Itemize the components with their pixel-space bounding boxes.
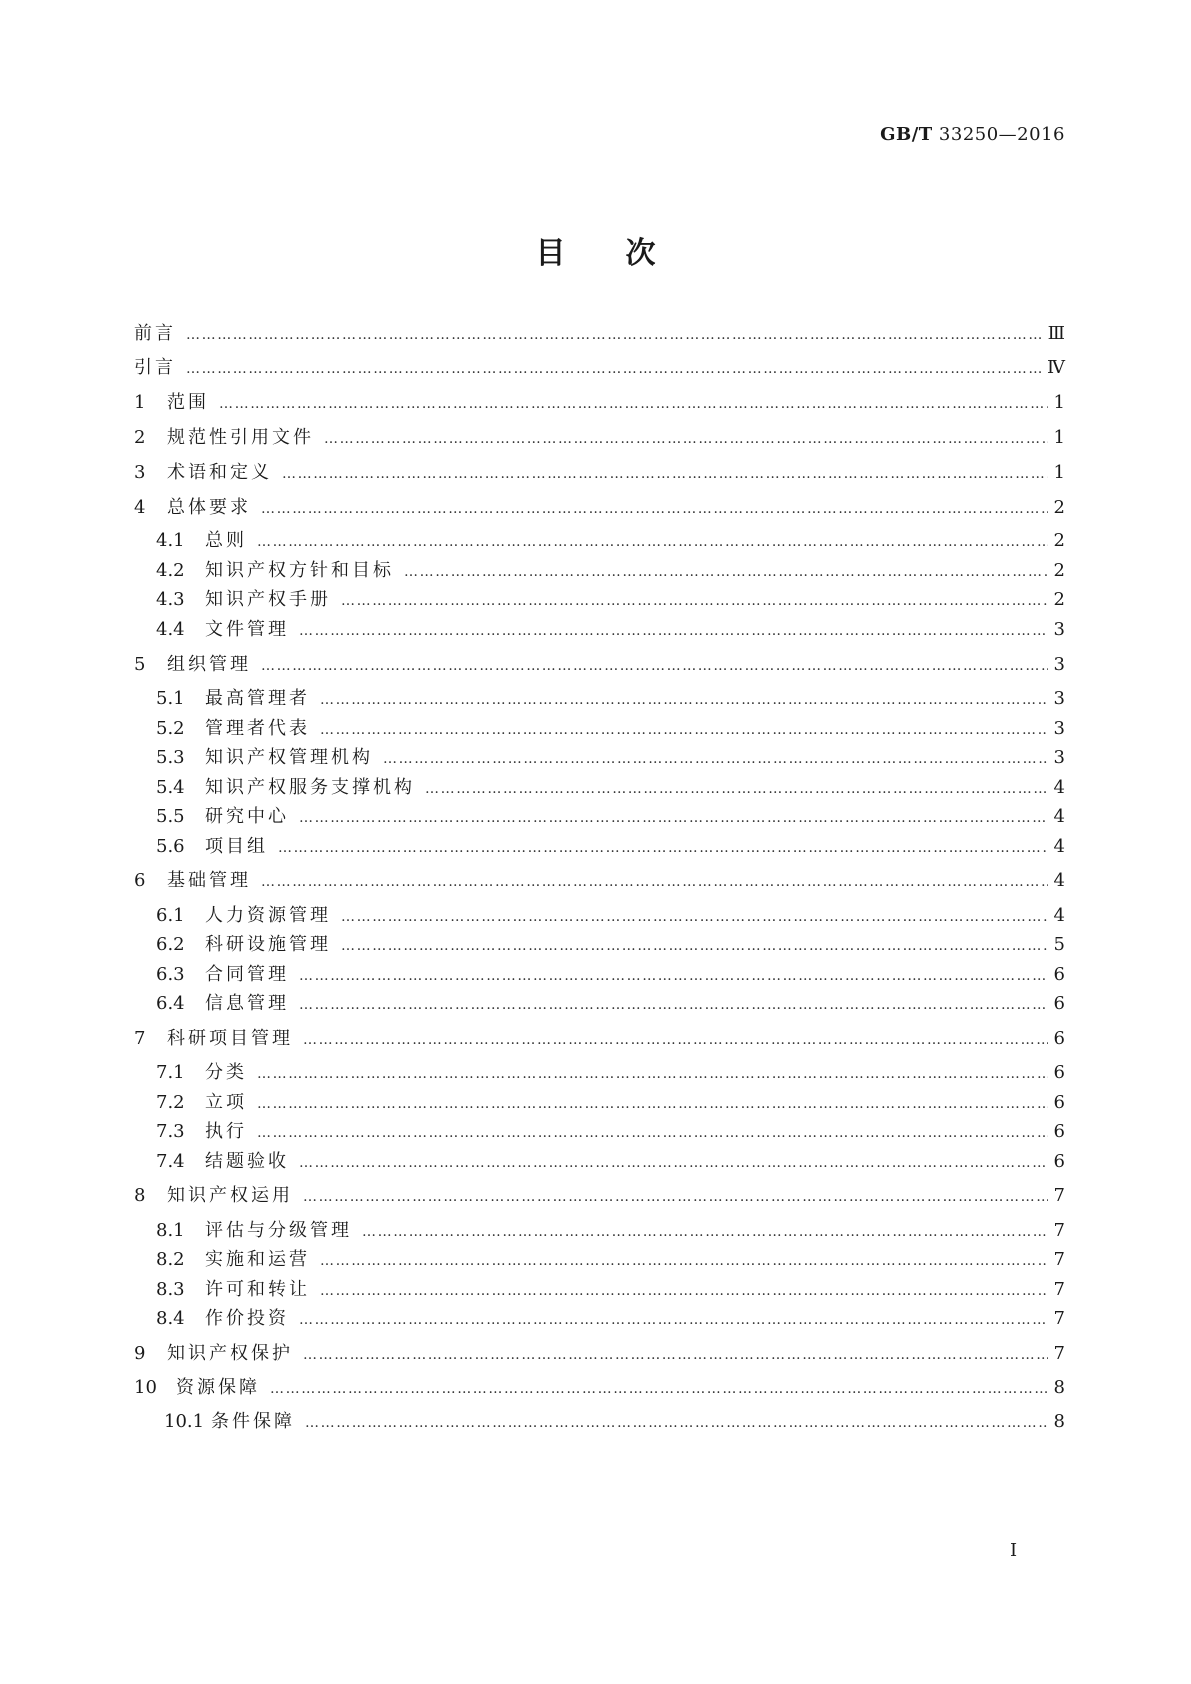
toc-label: 知识产权管理机构 bbox=[205, 747, 373, 768]
toc-label: 资源保障 bbox=[176, 1377, 260, 1398]
toc-leader bbox=[219, 391, 1048, 417]
toc-number: 4 bbox=[134, 497, 146, 518]
toc-entry-8[interactable] bbox=[134, 1183, 1065, 1209]
toc-label: 人力资源管理 bbox=[205, 905, 331, 926]
toc-entry-6-4[interactable] bbox=[156, 991, 1065, 1017]
toc-label: 引言 bbox=[134, 357, 176, 378]
toc-label: 研究中心 bbox=[205, 806, 289, 827]
toc-entry-6-2[interactable] bbox=[156, 932, 1065, 958]
toc-leader bbox=[257, 1120, 1048, 1146]
toc-number: 8.2 bbox=[156, 1249, 185, 1270]
toc-label: 条件保障 bbox=[211, 1411, 295, 1432]
toc-label: 组织管理 bbox=[167, 654, 251, 675]
toc-entry-1[interactable] bbox=[134, 390, 1065, 416]
toc-label: 评估与分级管理 bbox=[205, 1220, 352, 1241]
toc-leader bbox=[320, 687, 1048, 713]
toc-entry-7-2[interactable] bbox=[156, 1090, 1065, 1116]
toc-label: 总体要求 bbox=[167, 497, 251, 518]
toc-number: 5.2 bbox=[156, 718, 185, 739]
toc-number: 8.4 bbox=[156, 1308, 185, 1329]
toc-leader bbox=[303, 1342, 1048, 1368]
toc-entry-5-4[interactable] bbox=[156, 775, 1065, 801]
toc-page: 6 bbox=[1053, 1151, 1065, 1172]
toc-entry-4-1[interactable] bbox=[156, 528, 1065, 554]
toc-label: 合同管理 bbox=[205, 964, 289, 985]
toc-number: 9 bbox=[134, 1343, 146, 1364]
toc-label: 执行 bbox=[205, 1121, 247, 1142]
toc-leader bbox=[341, 588, 1048, 614]
toc-leader bbox=[299, 963, 1048, 989]
toc-number: 7.4 bbox=[156, 1151, 185, 1172]
toc-entry-8-4[interactable] bbox=[156, 1306, 1065, 1332]
toc-leader bbox=[299, 1307, 1048, 1333]
toc-entry-4-2[interactable] bbox=[156, 558, 1065, 584]
toc-number: 2 bbox=[134, 427, 146, 448]
toc-leader bbox=[303, 1184, 1048, 1210]
toc-number: 5.5 bbox=[156, 806, 185, 827]
toc-label: 知识产权保护 bbox=[167, 1343, 293, 1364]
toc-page: 3 bbox=[1053, 619, 1065, 640]
standard-code: 33250—2016 bbox=[938, 124, 1065, 145]
toc-leader bbox=[282, 461, 1048, 487]
toc-label: 实施和运营 bbox=[205, 1249, 310, 1270]
toc-leader bbox=[261, 653, 1048, 679]
toc-entry-5[interactable] bbox=[134, 652, 1065, 678]
toc-entry-7-3[interactable] bbox=[156, 1119, 1065, 1145]
toc-page: 4 bbox=[1053, 905, 1065, 926]
toc-leader bbox=[341, 904, 1048, 930]
toc-number: 1 bbox=[134, 392, 146, 413]
toc-label: 文件管理 bbox=[205, 619, 289, 640]
toc-leader bbox=[320, 1248, 1048, 1274]
toc-entry-8-3[interactable] bbox=[156, 1277, 1065, 1303]
toc-label: 知识产权服务支撑机构 bbox=[205, 777, 415, 798]
toc-page: 2 bbox=[1053, 497, 1065, 518]
toc-label: 知识产权运用 bbox=[167, 1185, 293, 1206]
toc-leader bbox=[425, 776, 1048, 802]
toc-label: 分类 bbox=[205, 1062, 247, 1083]
toc-label: 项目组 bbox=[205, 836, 268, 857]
toc-page: 2 bbox=[1053, 589, 1065, 610]
toc-number: 10.1 bbox=[164, 1411, 205, 1432]
page-title: 目次 bbox=[535, 236, 716, 271]
toc-page: 7 bbox=[1053, 1220, 1065, 1241]
toc-label: 知识产权方针和目标 bbox=[205, 560, 394, 581]
toc-page: 8 bbox=[1053, 1377, 1065, 1398]
toc-label: 规范性引用文件 bbox=[167, 427, 314, 448]
toc-number: 4.2 bbox=[156, 560, 185, 581]
toc-entry-7-1[interactable] bbox=[156, 1060, 1065, 1086]
toc-entry-3[interactable] bbox=[134, 460, 1065, 486]
toc-leader bbox=[299, 618, 1048, 644]
toc-number: 7.3 bbox=[156, 1121, 185, 1142]
toc-leader bbox=[303, 1027, 1048, 1053]
toc-number: 6.3 bbox=[156, 964, 185, 985]
toc-leader bbox=[299, 992, 1048, 1018]
toc-page: 3 bbox=[1053, 654, 1065, 675]
toc-label: 最高管理者 bbox=[205, 688, 310, 709]
toc-entry-foreword[interactable] bbox=[134, 321, 1065, 347]
toc-number: 8.3 bbox=[156, 1279, 185, 1300]
toc-page: 6 bbox=[1053, 1121, 1065, 1142]
toc-entry-4[interactable] bbox=[134, 495, 1065, 521]
toc-number: 4.1 bbox=[156, 530, 185, 551]
toc-label: 科研项目管理 bbox=[167, 1028, 293, 1049]
toc-label: 科研设施管理 bbox=[205, 934, 331, 955]
toc-entry-5-1[interactable] bbox=[156, 686, 1065, 712]
toc-entry-8-2[interactable] bbox=[156, 1247, 1065, 1273]
toc-page: 3 bbox=[1053, 747, 1065, 768]
toc-entry-5-6[interactable] bbox=[156, 834, 1065, 860]
toc-entry-5-3[interactable] bbox=[156, 745, 1065, 771]
toc-number: 6.2 bbox=[156, 934, 185, 955]
toc-page: 4 bbox=[1053, 806, 1065, 827]
toc-entry-7-4[interactable] bbox=[156, 1149, 1065, 1175]
toc-page: 4 bbox=[1053, 777, 1065, 798]
toc-entry-6[interactable] bbox=[134, 868, 1065, 894]
toc-number: 5.1 bbox=[156, 688, 185, 709]
toc-number: 5.6 bbox=[156, 836, 185, 857]
toc-leader bbox=[257, 1061, 1048, 1087]
toc-label: 总则 bbox=[205, 530, 247, 551]
toc-label: 许可和转让 bbox=[205, 1279, 310, 1300]
toc-page: 1 bbox=[1053, 427, 1065, 448]
toc-label: 信息管理 bbox=[205, 993, 289, 1014]
toc-page: 4 bbox=[1053, 836, 1065, 857]
toc-leader bbox=[404, 559, 1048, 585]
toc-label: 知识产权手册 bbox=[205, 589, 331, 610]
page-number: I bbox=[1010, 1540, 1018, 1561]
toc-leader bbox=[270, 1376, 1048, 1402]
toc-page: 6 bbox=[1053, 993, 1065, 1014]
toc-label: 基础管理 bbox=[167, 870, 251, 891]
toc-number: 6.1 bbox=[156, 905, 185, 926]
toc-number: 6 bbox=[134, 870, 146, 891]
toc-entry-4-4[interactable] bbox=[156, 617, 1065, 643]
toc-page: 3 bbox=[1053, 688, 1065, 709]
toc-entry-5-5[interactable] bbox=[156, 804, 1065, 830]
toc-leader bbox=[383, 746, 1048, 772]
toc-leader bbox=[278, 835, 1048, 861]
toc-label: 结题验收 bbox=[205, 1151, 289, 1172]
toc-entry-2[interactable] bbox=[134, 425, 1065, 451]
toc-page: 4 bbox=[1053, 870, 1065, 891]
toc-leader bbox=[320, 1278, 1048, 1304]
toc-number: 7 bbox=[134, 1028, 146, 1049]
toc-page: 7 bbox=[1053, 1185, 1065, 1206]
toc-label: 范围 bbox=[167, 392, 209, 413]
toc-number: 8.1 bbox=[156, 1220, 185, 1241]
toc-number: 7.1 bbox=[156, 1062, 185, 1083]
toc-page: 5 bbox=[1053, 934, 1065, 955]
toc-label: 前言 bbox=[134, 323, 176, 344]
toc-number: 5.3 bbox=[156, 747, 185, 768]
toc-leader bbox=[257, 529, 1048, 555]
toc-number: 4.4 bbox=[156, 619, 185, 640]
toc-entry-6-1[interactable] bbox=[156, 903, 1065, 929]
standard-number bbox=[880, 124, 1065, 145]
toc-entry-10-1[interactable] bbox=[164, 1409, 1065, 1435]
toc-page: 1 bbox=[1053, 392, 1065, 413]
toc-page: 3 bbox=[1053, 718, 1065, 739]
toc-entry-introduction[interactable] bbox=[134, 355, 1065, 381]
toc-entry-6-3[interactable] bbox=[156, 962, 1065, 988]
toc-leader bbox=[324, 426, 1048, 452]
toc-number: 8 bbox=[134, 1185, 146, 1206]
toc-number: 4.3 bbox=[156, 589, 185, 610]
toc-label: 作价投资 bbox=[205, 1308, 289, 1329]
toc-number: 3 bbox=[134, 462, 146, 483]
toc-leader bbox=[261, 869, 1048, 895]
toc-leader bbox=[186, 356, 1041, 382]
toc-leader bbox=[305, 1410, 1048, 1436]
toc-page: Ⅳ bbox=[1047, 357, 1065, 378]
toc-entry-5-2[interactable] bbox=[156, 716, 1065, 742]
toc-label: 术语和定义 bbox=[167, 462, 272, 483]
toc-entry-9[interactable] bbox=[134, 1341, 1065, 1367]
toc-label: 立项 bbox=[205, 1092, 247, 1113]
toc-number: 7.2 bbox=[156, 1092, 185, 1113]
toc-leader bbox=[257, 1091, 1048, 1117]
toc-page: 7 bbox=[1053, 1343, 1065, 1364]
toc-page: 6 bbox=[1053, 1092, 1065, 1113]
toc-entry-4-3[interactable] bbox=[156, 587, 1065, 613]
toc-page: Ⅲ bbox=[1047, 323, 1065, 344]
toc-page: 1 bbox=[1053, 462, 1065, 483]
toc-label: 管理者代表 bbox=[205, 718, 310, 739]
toc-page: 6 bbox=[1053, 1028, 1065, 1049]
toc-entry-7[interactable] bbox=[134, 1026, 1065, 1052]
toc-page: 6 bbox=[1053, 964, 1065, 985]
toc-number: 5 bbox=[134, 654, 146, 675]
toc-page: 7 bbox=[1053, 1279, 1065, 1300]
toc-entry-10[interactable] bbox=[134, 1375, 1065, 1401]
toc-leader bbox=[299, 1150, 1048, 1176]
toc-page: 2 bbox=[1053, 530, 1065, 551]
standard-prefix: GB/T bbox=[880, 124, 933, 145]
toc-number: 10 bbox=[134, 1377, 157, 1398]
toc-entry-8-1[interactable] bbox=[156, 1218, 1065, 1244]
toc-page: 7 bbox=[1053, 1249, 1065, 1270]
toc-leader bbox=[320, 717, 1048, 743]
toc-number: 5.4 bbox=[156, 777, 185, 798]
toc-leader bbox=[362, 1219, 1048, 1245]
toc-page: 7 bbox=[1053, 1308, 1065, 1329]
toc-leader bbox=[261, 496, 1048, 522]
toc-page: 2 bbox=[1053, 560, 1065, 581]
toc-leader bbox=[341, 933, 1048, 959]
toc-leader bbox=[299, 805, 1048, 831]
toc-page: 6 bbox=[1053, 1062, 1065, 1083]
toc-leader bbox=[186, 322, 1042, 348]
toc-page: 8 bbox=[1053, 1411, 1065, 1432]
toc-number: 6.4 bbox=[156, 993, 185, 1014]
